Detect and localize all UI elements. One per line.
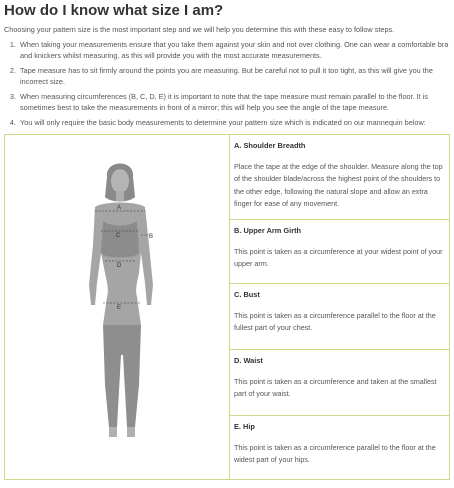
section-title: D. Waist	[234, 356, 263, 365]
step-item: 3. When measuring circumferences (B, C, D, E) it is important to note that the tape measure must remain parallel to the floor. It is sometimes best to take the measurements in front of a mirror; this will help you see the angle of the tape measure.	[18, 91, 450, 113]
section-title: E. Hip	[234, 422, 255, 431]
intro-text: Choosing your pattern size is the most important step and we will help you determine this with these easy to follow steps.	[4, 25, 395, 34]
mannequin-image	[65, 155, 175, 445]
mannequin-label-a: A	[117, 205, 122, 211]
section-shoulder-breadth	[230, 135, 450, 220]
page-title: How do I know what size I am?	[4, 2, 224, 19]
section-text: This point is taken as a circumference at your widest point of your upper arm.	[234, 246, 443, 268]
step-item: 2. Tape measure has to sit firmly around the points you are measuring. But be careful not to pull it too tight, as this will give you the incorrect size.	[18, 65, 450, 87]
step-item: 4. You will only require the basic body measurements to determine your pattern size which is indicated on our mannequin below:	[18, 117, 450, 128]
section-upper-arm-girth	[230, 220, 450, 284]
section-text: This point is taken as a circumference parallel to the floor at the fullest part of your chest.	[234, 310, 436, 332]
mannequin-label-e: E	[117, 305, 122, 311]
section-text: Place the tape at the edge of the shoulder. Measure along the top of the shoulder blade/across the highest point of the shoulders to the other edge, following the natural slope and allow an extra finger for ease of any movement.	[234, 161, 443, 208]
section-bust	[230, 284, 450, 350]
mannequin-label-d: D	[117, 263, 122, 269]
mannequin-cell	[5, 135, 230, 480]
section-text: This point is taken as a circumference and taken at the smallest part of your waist.	[234, 376, 437, 398]
measurement-table	[4, 134, 450, 480]
steps-list	[4, 39, 450, 128]
section-waist	[230, 350, 450, 416]
step-item: 1. When taking your measurements ensure that you take them against your skin and not over clothing. One can wear a comfortable bra and knickers whilst measuring, as this will provide you with the most accurate measurements.	[18, 39, 450, 61]
section-title: A. Shoulder Breadth	[234, 141, 306, 150]
section-title: C. Bust	[234, 290, 260, 299]
mannequin-label-b: B	[149, 234, 154, 240]
section-hip	[230, 416, 450, 480]
mannequin-label-c: C	[116, 233, 121, 239]
section-title: B. Upper Arm Girth	[234, 226, 302, 235]
section-text: This point is taken as a circumference parallel to the floor at the widest part of your hips.	[234, 442, 436, 464]
